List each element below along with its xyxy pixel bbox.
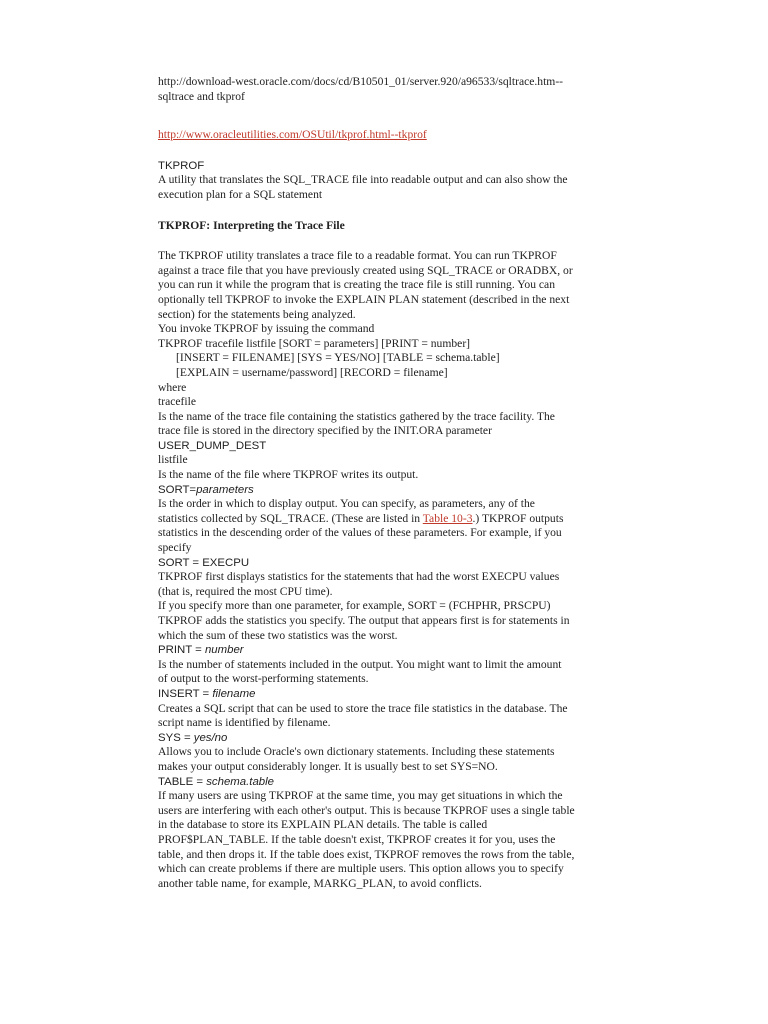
paragraph-line: you can run it while the program that is creating the trace file is still running. You can (158, 278, 555, 292)
table-description: table, and then drops it. If the table does exist, TKPROF removes the rows from the table, (158, 847, 575, 861)
table-parameter: TABLE = schema.table (158, 775, 274, 788)
document-content (158, 75, 618, 891)
table-10-3-link[interactable]: Table 10-3 (422, 511, 473, 525)
sort-example: SORT = EXECPU (158, 556, 250, 569)
sys-description: Allows you to include Oracle's own dictionary statements. Including these statements (158, 745, 555, 759)
sort-parameter: SORT=parameters (158, 483, 254, 496)
insert-description: script name is identified by filename. (158, 716, 331, 730)
multi-parameter-text: which the sum of these two statistics was the worst. (158, 628, 398, 642)
table-description: PROF$PLAN_TABLE. If the table doesn't exist, TKPROF creates it for you, uses the (158, 832, 556, 846)
execpu-description: TKPROF first displays statistics for the statements that had the worst EXECPU values (158, 570, 560, 584)
command-syntax-line-2: [INSERT = FILENAME] [SYS = YES/NO] [TABLE = schema.table] (176, 351, 500, 365)
insert-parameter: INSERT = filename (158, 687, 256, 700)
table-description: which can create problems if there are multiple users. This option allows you to specify (158, 862, 564, 876)
table-description: in the database to store its EXPLAIN PLAN details. The table is called (158, 818, 488, 832)
print-description: of output to the worst-performing statements. (158, 672, 369, 686)
sort-description: statistics collected by SQL_TRACE. (These are listed in Table 10-3.) TKPROF outputs (158, 511, 564, 525)
command-syntax-line-1: TKPROF tracefile listfile [SORT = parameters] [PRINT = number] (158, 336, 471, 350)
where-label: where (158, 380, 187, 394)
sort-description: Is the order in which to display output. You can specify, as parameters, any of the (158, 497, 535, 511)
tkprof-description-line-1: A utility that translates the SQL_TRACE file into readable output and can also show the (158, 173, 568, 187)
sys-parameter: SYS = yes/no (158, 731, 228, 744)
multi-parameter-text: TKPROF adds the statistics you specify. The output that appears first is for statements in (158, 614, 570, 627)
user-dump-dest: USER_DUMP_DEST (158, 439, 267, 452)
section-heading: TKPROF: Interpreting the Trace File (158, 218, 345, 232)
invoke-text: You invoke TKPROF by issuing the command (158, 322, 375, 336)
print-parameter: PRINT = number (158, 644, 244, 657)
command-syntax-line-3: [EXPLAIN = username/password] [RECORD = filename] (176, 365, 448, 379)
tracefile-description: trace file is stored in the directory specified by the INIT.ORA parameter (158, 424, 492, 438)
sort-description: specify (158, 541, 192, 555)
table-description: users are interfering with each other's output. This is because TKPROF uses a single table (158, 803, 575, 817)
sys-description: makes your output considerably longer. It is usually best to set SYS=NO. (158, 759, 498, 773)
tkprof-description-line-2: execution plan for a SQL statement (158, 187, 323, 201)
listfile-description: Is the name of the file where TKPROF writes its output. (158, 468, 419, 482)
print-description: Is the number of statements included in the output. You might want to limit the amount (158, 657, 562, 671)
sort-description: statistics in the descending order of the values of these parameters. For example, if you (158, 526, 562, 540)
source-url-oracle-docs-caption: sqltrace and tkprof (158, 89, 245, 103)
tracefile-description: Is the name of the trace file containing the statistics gathered by the trace facility. The (158, 409, 555, 423)
tkprof-title: TKPROF (158, 159, 205, 172)
link-oracleutilities-tkprof[interactable]: http://www.oracleutilities.com/OSUtil/tkprof.html--tkprof (158, 128, 427, 142)
insert-description: Creates a SQL script that can be used to store the trace file statistics in the database. The (158, 701, 568, 715)
source-url-oracle-docs: http://download-west.oracle.com/docs/cd/B10501_01/server.920/a96533/sqltrace.htm-- (158, 75, 564, 88)
paragraph-line: section) for the statements being analyzed. (158, 307, 356, 321)
paragraph-line: against a trace file that you have previously created using SQL_TRACE or ORADBX, or (158, 263, 573, 277)
multi-parameter-text: If you specify more than one parameter, for example, SORT = (FCHPHR, PRSCPU) (158, 599, 551, 613)
tracefile-label: tracefile (158, 395, 196, 409)
execpu-description: (that is, required the most CPU time). (158, 584, 333, 598)
paragraph-line: optionally tell TKPROF to invoke the EXPLAIN PLAN statement (described in the next (158, 292, 570, 306)
paragraph-line: The TKPROF utility translates a trace file to a readable format. You can run TKPROF (158, 249, 557, 263)
table-description: another table name, for example, MARKG_PLAN, to avoid conflicts. (158, 876, 482, 890)
table-description: If many users are using TKPROF at the same time, you may get situations in which the (158, 789, 563, 803)
listfile-label: listfile (158, 453, 188, 467)
